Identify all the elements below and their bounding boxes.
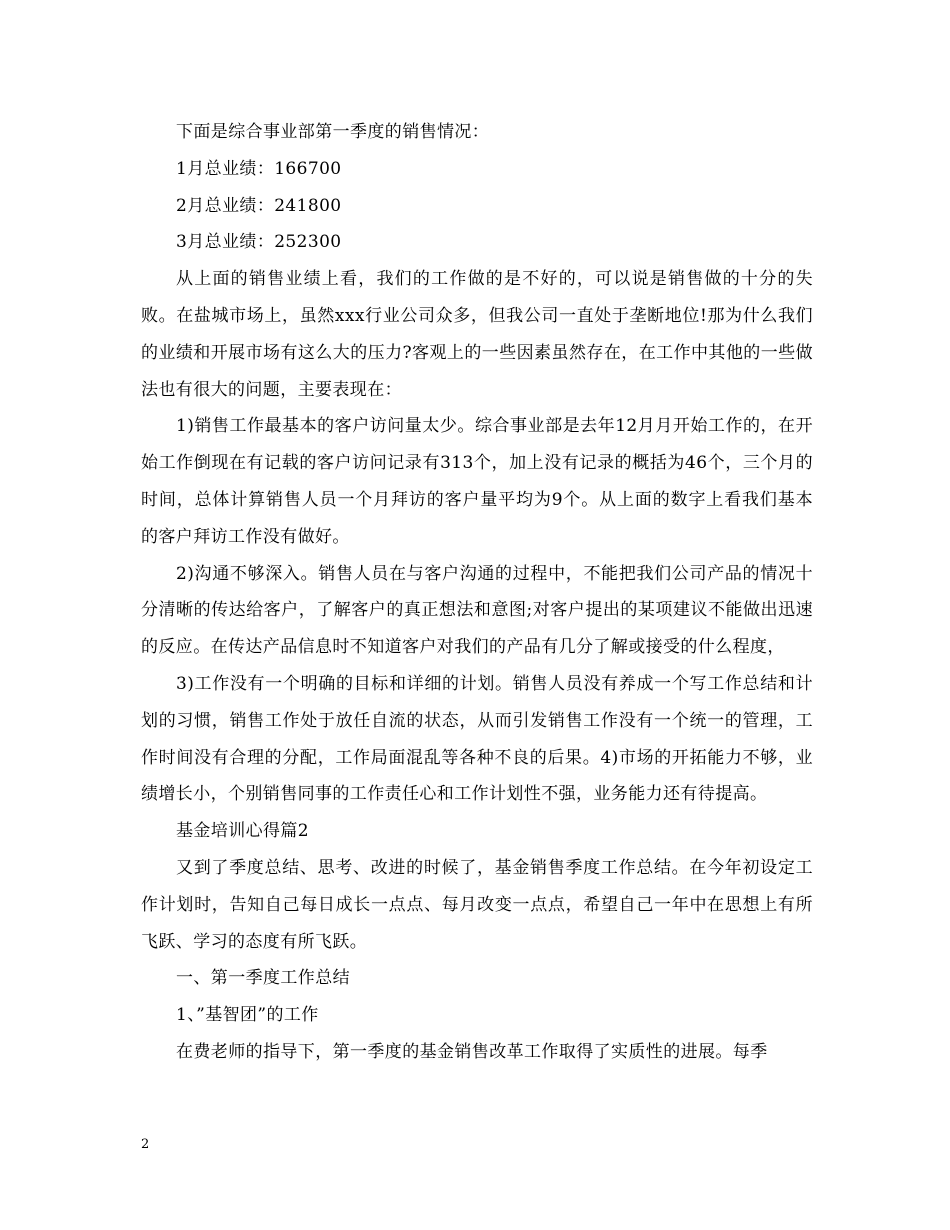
- document-body: [141, 114, 813, 1071]
- page-number: 2: [141, 1137, 150, 1152]
- february-sales-line: 2月总业绩：241800: [176, 195, 342, 216]
- section-heading: 基金培训心得篇2: [176, 821, 310, 842]
- issue-1-paragraph: 1)销售工作最基本的客户访问量太少。综合事业部是去年12月月开始工作的，在开始工作倒现在有记载的客户访问记录有313个，加上没有记录的概括为46个，三个月的时间，总体计算销售人员一个月拜访的客户量平均为9个。从上面的数字上看我们基本的客户拜访工作没有做好。: [141, 416, 813, 547]
- issue-3-paragraph: 3)工作没有一个明确的目标和详细的计划。销售人员没有养成一个写工作总结和计划的习惯，销售工作处于放任自流的状态，从而引发销售工作没有一个统一的管理，工作时间没有合理的分配，工作局面混乱等各种不良的后果。4)市场的开拓能力不够，业绩增长小，个别销售同事的工作责任心和工作计划性不强，业务能力还有待提高。: [141, 673, 813, 805]
- body-paragraph: 在费老师的指导下，第一季度的基金销售改革工作取得了实质性的进展。每季: [176, 1041, 768, 1062]
- march-sales-line: 3月总业绩：252300: [176, 232, 342, 253]
- issue-2-paragraph: 2)沟通不够深入。销售人员在与客户沟通的过程中，不能把我们公司产品的情况十分清晰的传达给客户，了解客户的真正想法和意图;对客户提出的某项建议不能做出迅速的反应。在传达产品信息时不知道客户对我们的产品有几分了解或接受的什么程度，: [141, 563, 813, 658]
- subsection-heading: 一、第一季度工作总结: [176, 968, 350, 989]
- sales-analysis-paragraph: 从上面的销售业绩上看，我们的工作做的是不好的，可以说是销售做的十分的失败。在盐城市场上，虽然xxx行业公司众多，但我公司一直处于垄断地位!那为什么我们的业绩和开展市场有这么大的压力?客观上的一些因素虽然存在，在工作中其他的一些做法也有很大的问题，主要表现在：: [141, 269, 813, 400]
- list-item-heading: 1、”基智团”的工作: [176, 1005, 319, 1026]
- sales-intro-line: 下面是综合事业部第一季度的销售情况：: [176, 122, 490, 142]
- january-sales-line: 1月总业绩：166700: [176, 158, 342, 179]
- quarter-summary-intro-paragraph: 又到了季度总结、思考、改进的时候了，基金销售季度工作总结。在今年初设定工作计划时，告知自己每日成长一点点、每月改变一点点，希望自己一年中在思想上有所飞跃、学习的态度有所飞跃。: [141, 857, 813, 952]
